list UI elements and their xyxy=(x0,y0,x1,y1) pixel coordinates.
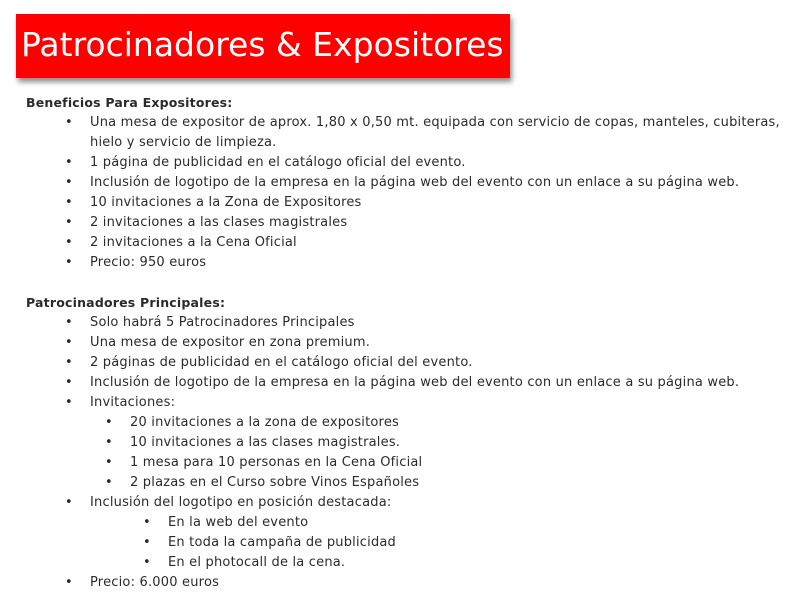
bullet-icon: • xyxy=(65,175,73,190)
list-item xyxy=(26,153,792,173)
list-item xyxy=(26,113,792,153)
sub-list-item xyxy=(26,453,792,473)
principales-list xyxy=(26,313,792,593)
list-item xyxy=(26,213,792,233)
bullet-icon: • xyxy=(65,235,73,250)
list-item-text: Invitaciones: xyxy=(90,395,176,410)
list-item xyxy=(26,573,792,593)
bullet-icon: • xyxy=(105,415,113,430)
bullet-icon: • xyxy=(143,555,151,570)
bullet-icon: • xyxy=(65,195,73,210)
page-title: Patrocinadores & Expositores xyxy=(21,25,504,64)
list-item xyxy=(26,233,792,253)
title-banner xyxy=(16,14,510,78)
list-item xyxy=(26,493,792,513)
list-item-text: Solo habrá 5 Patrocinadores Principales xyxy=(90,315,355,330)
list-item-text: 2 páginas de publicidad en el catálogo oficial del evento. xyxy=(90,355,473,370)
list-item-text: 2 plazas en el Curso sobre Vinos Españoles xyxy=(130,475,420,490)
bullet-icon: • xyxy=(105,455,113,470)
bullet-icon: • xyxy=(65,155,73,170)
list-item-text: 1 mesa para 10 personas en la Cena Oficial xyxy=(130,455,423,470)
bullet-icon: • xyxy=(105,435,113,450)
list-item xyxy=(26,353,792,373)
list-item-text: Precio: 950 euros xyxy=(90,255,207,270)
list-item-text: 2 invitaciones a la Cena Oficial xyxy=(90,235,297,250)
section-spacer xyxy=(26,273,792,293)
list-item-text: Inclusión de logotipo de la empresa en la página web del evento con un enlace a su página web. xyxy=(90,375,740,390)
expositores-list xyxy=(26,113,792,273)
list-item xyxy=(26,253,792,273)
principales-heading: Patrocinadores Principales: xyxy=(26,295,226,310)
bullet-icon: • xyxy=(65,255,73,270)
bullet-icon: • xyxy=(65,575,73,590)
sub-list-item xyxy=(26,413,792,433)
list-item-text: Precio: 6.000 euros xyxy=(90,575,220,590)
list-item-text: 10 invitaciones a las clases magistrales. xyxy=(130,435,401,450)
bullet-icon: • xyxy=(65,355,73,370)
document-body xyxy=(26,93,792,593)
list-item xyxy=(26,333,792,353)
sub-list-item xyxy=(26,433,792,453)
list-item xyxy=(26,313,792,333)
list-item-text: 20 invitaciones a la zona de expositores xyxy=(130,415,399,430)
sub-sub-list-item xyxy=(26,533,792,553)
list-item-text: Inclusión del logotipo en posición destacada: xyxy=(90,495,392,510)
list-item xyxy=(26,173,792,193)
list-item-text: En el photocall de la cena. xyxy=(168,555,346,570)
list-item-text: 10 invitaciones a la Zona de Expositores xyxy=(90,195,362,210)
list-item xyxy=(26,373,792,393)
bullet-icon: • xyxy=(65,375,73,390)
list-item-text: En la web del evento xyxy=(168,515,309,530)
list-item xyxy=(26,393,792,413)
bullet-icon: • xyxy=(143,515,151,530)
list-item-text: En toda la campaña de publicidad xyxy=(168,535,397,550)
sub-list-item xyxy=(26,473,792,493)
list-item-text: 1 página de publicidad en el catálogo oficial del evento. xyxy=(90,155,466,170)
list-item-text: Una mesa de expositor en zona premium. xyxy=(90,335,371,350)
list-item xyxy=(26,193,792,213)
bullet-icon: • xyxy=(65,495,73,510)
bullet-icon: • xyxy=(65,395,73,410)
list-item-text: Inclusión de logotipo de la empresa en la página web del evento con un enlace a su página web. xyxy=(90,175,740,190)
bullet-icon: • xyxy=(65,115,73,130)
expositores-heading: Beneficios Para Expositores: xyxy=(26,95,233,110)
bullet-icon: • xyxy=(143,535,151,550)
bullet-icon: • xyxy=(105,475,113,490)
list-item-text: Una mesa de expositor de aprox. 1,80 x 0,50 mt. equipada con servicio de copas, manteles, cubiteras, hielo y servicio de limpieza. xyxy=(90,115,780,150)
bullet-icon: • xyxy=(65,315,73,330)
sub-sub-list-item xyxy=(26,553,792,573)
sub-sub-list-item xyxy=(26,513,792,533)
bullet-icon: • xyxy=(65,335,73,350)
list-item-text: 2 invitaciones a las clases magistrales xyxy=(90,215,348,230)
bullet-icon: • xyxy=(65,215,73,230)
